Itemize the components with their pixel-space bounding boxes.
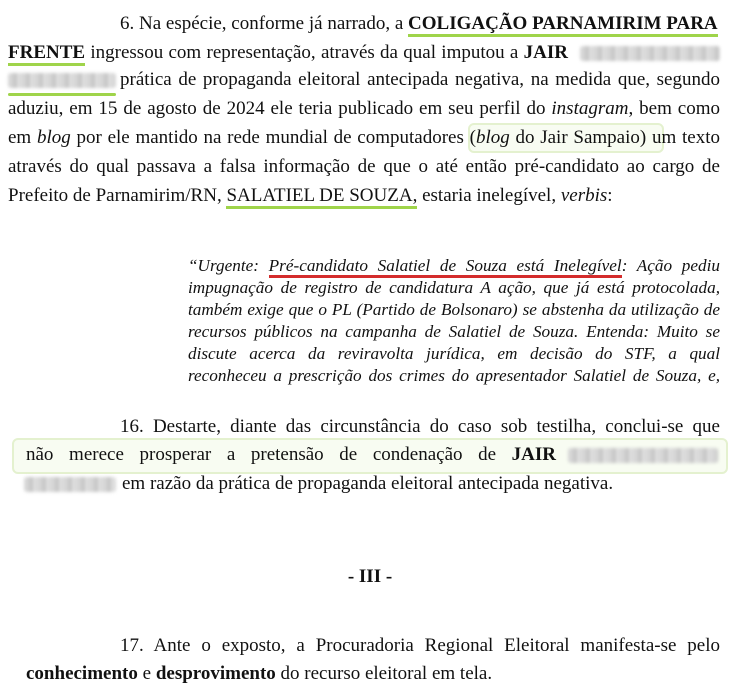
p16-line-3: em razão da prática de propaganda eleitoral antecipada negativa.: [122, 473, 614, 494]
p6-line-7: Prefeito de Parnamirim/RN, SALATIEL DE SOUZA, estaria inelegível, verbis:: [8, 183, 613, 209]
section-heading: - III -: [347, 566, 393, 587]
frente-highlight: FRENTE: [8, 42, 85, 66]
p17-line-1: 17. Ante o exposto, a Procuradoria Regional Eleitoral manifesta-se pelo: [120, 635, 720, 656]
quote-line-1: “Urgente: Pré-candidato Salatiel de Souza está Inelegível: Ação pediu: [188, 255, 720, 277]
redacted-surname-2: [8, 73, 116, 88]
p6-line-1: 6. Na espécie, conforme já narrado, a COLIGAÇÃO PARNAMIRIM PARA: [120, 11, 720, 37]
p6-line-5: em blog por ele mantido na rede mundial de computadores (blog do Jair Sampaio) um texto: [8, 127, 720, 148]
quote-line-3: também exige que o PL (Partido de Bolsonaro) se abstenha da utilização de: [188, 300, 720, 319]
p16-line-2: não merece prosperar a pretensão de condenação de JAIR: [26, 444, 556, 465]
jair-name: JAIR: [523, 42, 568, 63]
p17-line-2: conhecimento e desprovimento do recurso eleitoral em tela.: [26, 663, 493, 684]
p6-line-6: através do qual passava a falsa informação de que o até então pré-candidato ao cargo de: [8, 156, 720, 177]
redacted-surname-4: [24, 477, 116, 492]
quote-line-4: recursos públicos na campanha de Salatiel de Souza. Entenda: Muito se: [188, 322, 720, 341]
p6-line-3: prática de propaganda eleitoral antecipada negativa, na medida que, segundo: [120, 69, 720, 90]
quote-line-2: impugnação de registro de candidatura A ação, que já está protocolada,: [188, 278, 720, 297]
redacted-surname-1: [580, 46, 720, 61]
quote-line-6: reconheceu a prescrição dos crimes do apresentador Salatiel de Souza, e,: [188, 366, 720, 385]
coligacao-name-highlight: COLIGAÇÃO PARNAMIRIM PARA: [408, 13, 718, 37]
p6-line-4: aduziu, em 15 de agosto de 2024 ele teria publicado em seu perfil do instagram, bem como: [8, 98, 720, 119]
quote-line-5: discute acerca da reviravolta jurídica, em decisão do STF, a qual: [188, 344, 720, 363]
jair-name-2: JAIR: [511, 444, 556, 465]
salatiel-name-highlight: SALATIEL DE SOUZA,: [226, 185, 417, 209]
redacted-surname-3: [568, 448, 718, 463]
headline-red-underline: Pré-candidato Salatiel de Souza está Inelegível: [269, 256, 622, 278]
p6-line-2: FRENTE ingressou com representação, através da qual imputou a JAIR: [8, 40, 568, 66]
p16-line-1: 16. Destarte, diante das circunstância do caso sob testilha, conclui-se que: [120, 416, 720, 437]
